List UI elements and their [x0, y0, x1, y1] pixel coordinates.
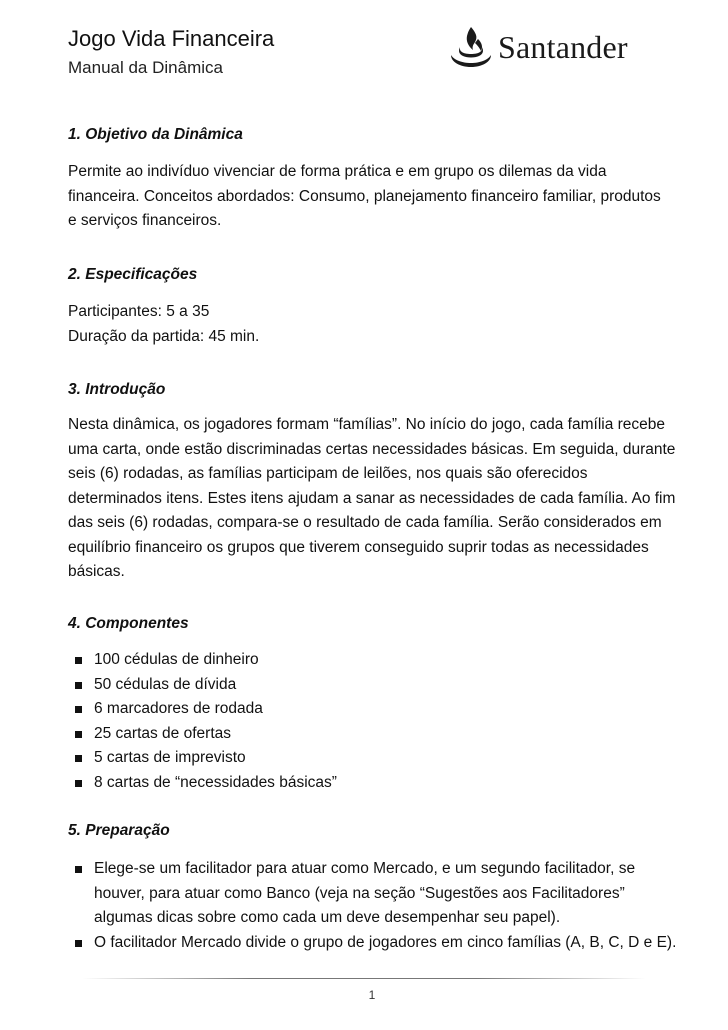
paragraph-introducao	[68, 413, 680, 585]
list-item-text: 5 cartas de imprevisto	[94, 749, 246, 766]
text-line: Elege-se um facilitador para atuar como Mercado, e um segundo facilitador, se	[94, 860, 636, 877]
list-item	[68, 857, 688, 931]
section-heading-preparacao: 5. Preparação	[68, 822, 170, 839]
list-item-text: 8 cartas de “necessidades básicas”	[94, 773, 337, 791]
square-bullet-icon	[75, 731, 82, 738]
square-bullet-icon	[75, 706, 82, 713]
list-item	[68, 931, 688, 956]
text-line: básicas.	[68, 563, 125, 580]
paragraph-especificacoes	[68, 300, 680, 349]
list-item	[68, 673, 688, 698]
santander-logo	[448, 24, 668, 70]
list-item	[68, 722, 688, 747]
text-line: uma carta, onde estão discriminadas certas necessidades básicas. Em seguida, durante	[68, 440, 676, 458]
text-line: e serviços financeiros.	[68, 212, 222, 229]
document-subtitle: Manual da Dinâmica	[68, 58, 223, 77]
list-item-text: 25 cartas de ofertas	[94, 724, 231, 742]
preparation-list	[68, 857, 688, 955]
section-heading-especificacoes: 2. Especificações	[68, 266, 198, 283]
section-heading-introducao: 3. Introdução	[68, 381, 166, 398]
list-item	[68, 771, 688, 796]
list-item	[68, 697, 688, 722]
square-bullet-icon	[75, 780, 82, 787]
text-line: Duração da partida: 45 min.	[68, 327, 260, 345]
flame-icon	[448, 25, 494, 69]
list-item-text: 6 marcadores de rodada	[94, 700, 263, 717]
logo-wordmark: Santander	[498, 28, 628, 65]
text-line: Nesta dinâmica, os jogadores formam “famílias”. No início do jogo, cada família recebe	[68, 416, 666, 433]
text-line: Permite ao indivíduo vivenciar de forma prática e em grupo os dilemas da vida	[68, 163, 607, 180]
text-line: houver, para atuar como Banco (veja na seção “Sugestões aos Facilitadores”	[94, 884, 625, 902]
square-bullet-icon	[75, 755, 82, 762]
list-item	[68, 648, 688, 673]
section-heading-componentes: 4. Componentes	[68, 615, 189, 632]
footer-divider	[82, 978, 646, 979]
text-line: equilíbrio financeiro os grupos que tiverem conseguido suprir todas as necessidades	[68, 538, 649, 556]
list-item-text: 100 cédulas de dinheiro	[94, 651, 259, 668]
text-line: O facilitador Mercado divide o grupo de jogadores em cinco famílias (A, B, C, D e E).	[94, 933, 677, 951]
components-list	[68, 648, 688, 795]
document-title: Jogo Vida Financeira	[68, 26, 275, 51]
text-line: determinados itens. Estes itens ajudam a sanar as necessidades de cada família. Ao fim	[68, 489, 676, 507]
section-heading-objetivo: 1. Objetivo da Dinâmica	[68, 126, 243, 143]
list-item	[68, 746, 688, 771]
paragraph-objetivo	[68, 160, 680, 234]
square-bullet-icon	[75, 682, 82, 689]
page-number: 1	[368, 988, 376, 1002]
text-line: das seis (6) rodadas, compara-se o resultado de cada família. Serão considerados em	[68, 514, 662, 531]
square-bullet-icon	[75, 940, 82, 947]
list-item-text: 50 cédulas de dívida	[94, 675, 237, 693]
text-line: seis (6) rodadas, as famílias participam de leilões, nos quais são oferecidos	[68, 465, 588, 482]
text-line: algumas dicas sobre como cada um deve desempenhar seu papel).	[94, 909, 561, 926]
square-bullet-icon	[75, 866, 82, 873]
text-line: financeira. Conceitos abordados: Consumo, planejamento financeiro familiar, produtos	[68, 187, 661, 205]
text-line: Participantes: 5 a 35	[68, 303, 210, 320]
square-bullet-icon	[75, 657, 82, 664]
